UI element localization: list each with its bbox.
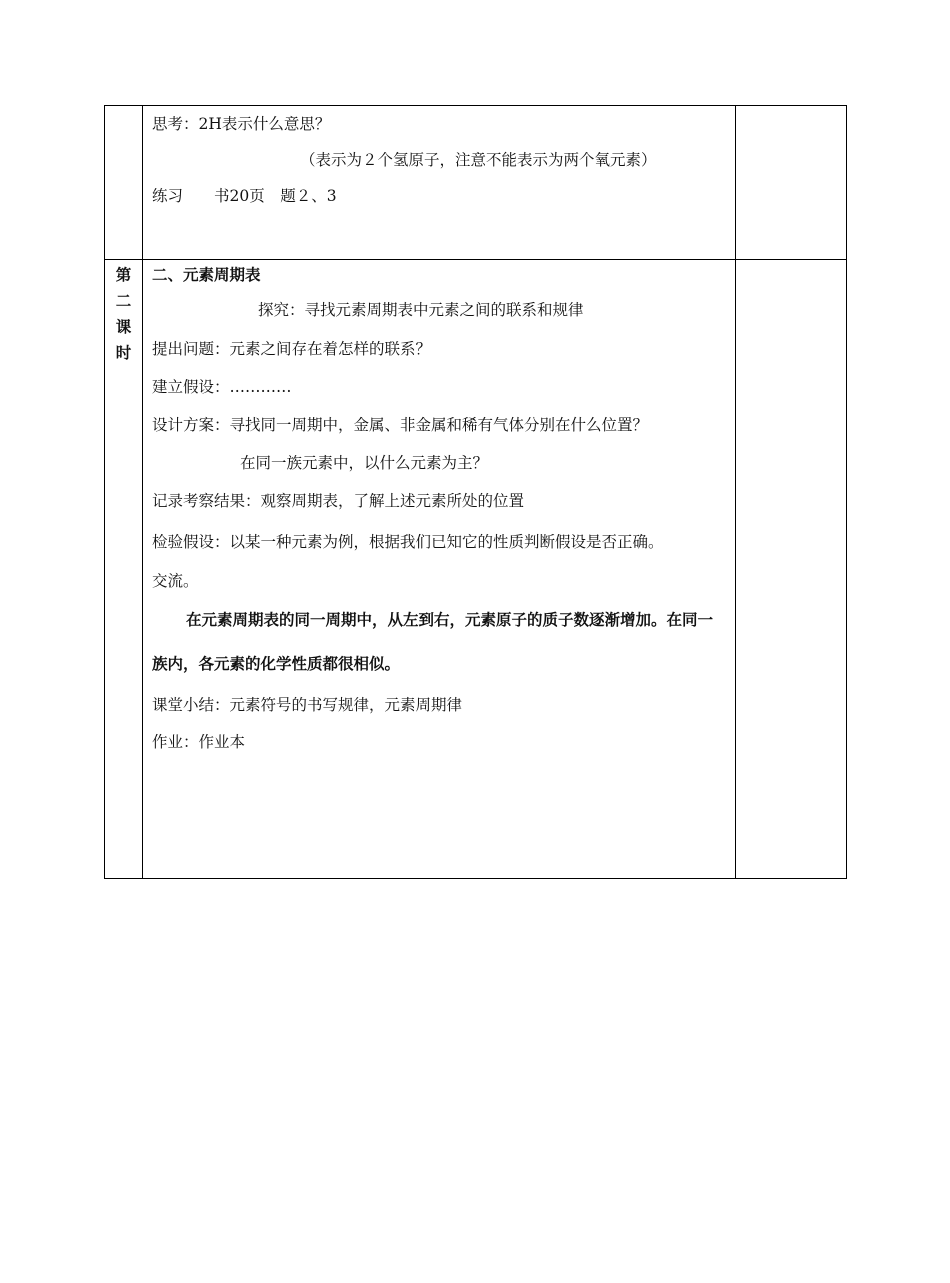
think-question: 思考：2H表示什么意思？ [152, 115, 331, 133]
design-line-2: 在同一族元素中，以什么元素为主？ [240, 454, 489, 472]
verify-paragraph: 检验假设：以某一种元素为例，根据我们已知它的性质判断假设是否正确。 [152, 533, 664, 551]
lesson-label-char: 二 [115, 292, 132, 310]
table-row [105, 260, 847, 879]
question-line: 提出问题：元素之间存在着怎样的联系？ [152, 340, 432, 358]
note-cell [736, 260, 847, 879]
design-line-1: 设计方案：寻找同一周期中，金属、非金属和稀有气体分别在什么位置？ [152, 416, 649, 434]
content-cell [143, 260, 736, 879]
section-title: 二、元素周期表 [152, 266, 261, 284]
lesson-label-char: 第 [115, 266, 132, 284]
summary-line: 课堂小结：元素符号的书写规律，元素周期律 [152, 696, 463, 714]
lesson-plan-table [104, 105, 847, 879]
exercise-line: 练习 书20页 题２、3 [152, 187, 337, 205]
table-row [105, 106, 847, 260]
think-answer: （表示为２个氢原子，注意不能表示为两个氧元素） [300, 151, 657, 169]
lesson-label-char: 时 [115, 344, 132, 362]
note-cell [736, 106, 847, 260]
lesson-label-cell [105, 260, 143, 879]
hypothesis-line: 建立假设：………… [152, 378, 292, 396]
lesson-label-char: 课 [115, 318, 132, 336]
conclusion-paragraph: 在元素周期表的同一周期中，从左到右，元素原子的质子数逐渐增加。在同一族内，各元素的化学性质都很相似。 [152, 611, 714, 673]
exchange-line: 交流。 [152, 572, 199, 590]
content-cell [143, 106, 736, 260]
homework-line: 作业：作业本 [152, 733, 246, 751]
record-line: 记录考察结果：观察周期表，了解上述元素所处的位置 [152, 492, 525, 510]
label-cell-empty [105, 106, 143, 260]
explore-line: 探究：寻找元素周期表中元素之间的联系和规律 [258, 301, 584, 319]
